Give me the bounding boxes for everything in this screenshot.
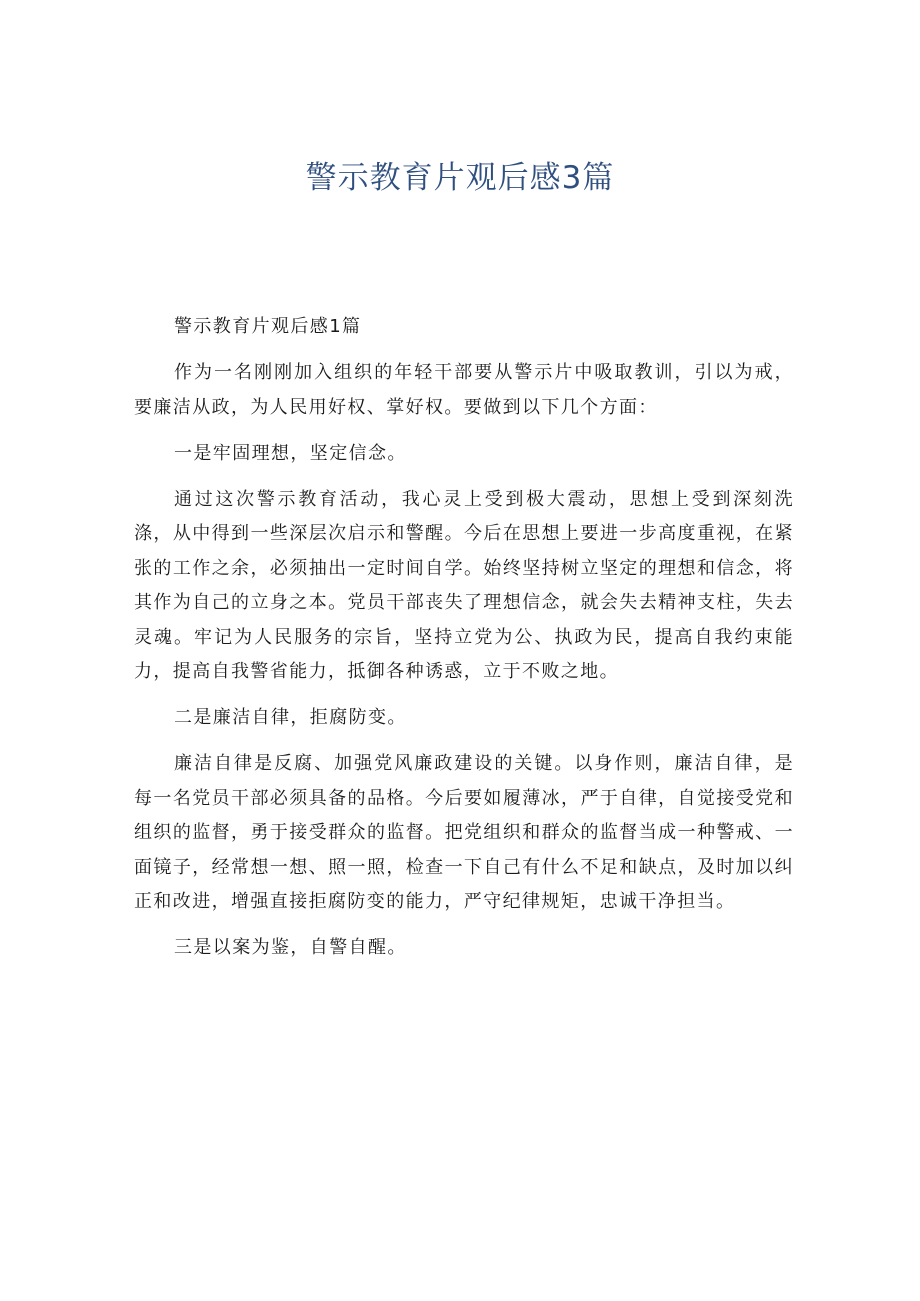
paragraph: 二是廉洁自律，拒腐防变。 <box>174 707 407 728</box>
document-body <box>134 310 794 977</box>
paragraph: 通过这次警示教育活动，我心灵上受到极大震动，思想上受到深刻洗涤，从中得到一些深层次启示和警醒。今后在思想上要进一步高度重视，在紧张的工作之余，必须抽出一定时间自学。始终坚持树立坚定的理想和信念，将其作为自己的立身之本。党员干部丧失了理想信念，就会失去精神支柱，失去灵魂。牢记为人民服务的宗旨，坚持立党为公、执政为民，提高自我约束能力，提高自我警省能力，抵御各种诱惑，立于不败之地。 <box>134 488 794 682</box>
paragraph: 廉洁自律是反腐、加强党风廉政建设的关键。以身作则，廉洁自律，是每一名党员干部必须具备的品格。今后要如履薄冰，严于自律，自觉接受党和组织的监督，勇于接受群众的监督。把党组织和群众的监督当成一种警戒、一面镜子，经常想一想、照一照，检查一下自己有什么不足和缺点，及时加以纠正和改进，增强直接拒腐防变的能力，严守纪律规矩，忠诚干净担当。 <box>134 753 794 912</box>
paragraph: 作为一名刚刚加入组织的年轻干部要从警示片中吸取教训，引以为戒，要廉洁从政，为人民用好权、掌好权。要做到以下几个方面： <box>134 362 794 418</box>
section-heading: 警示教育片观后感1篇 <box>174 316 362 337</box>
document-title: 警示教育片观后感3篇 <box>305 160 615 196</box>
paragraph: 一是牢固理想，坚定信念。 <box>174 442 407 464</box>
paragraph: 三是以案为鉴，自警自醒。 <box>174 937 407 958</box>
